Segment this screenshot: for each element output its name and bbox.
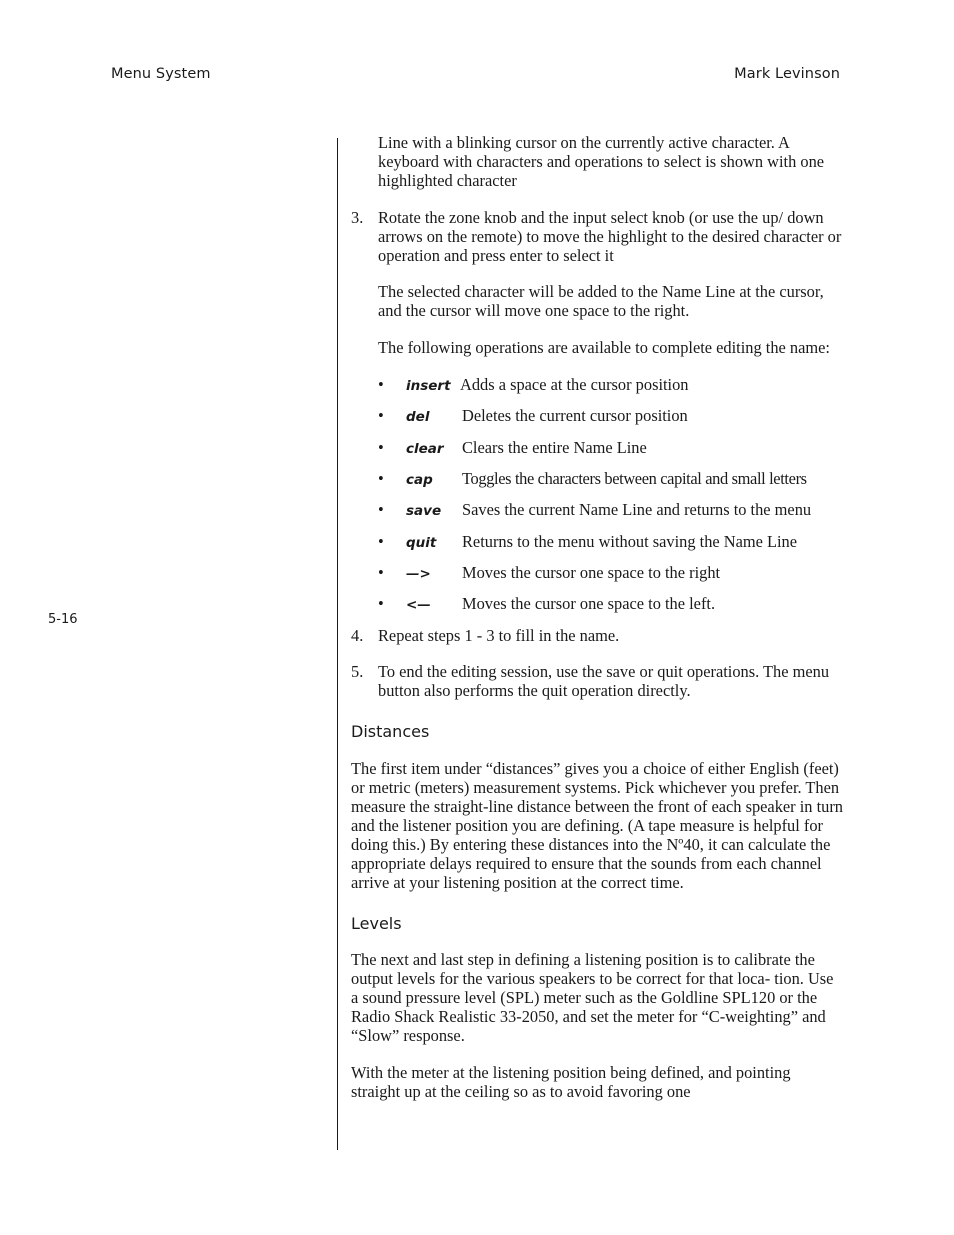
operation-key: clear <box>406 440 444 457</box>
step-3 <box>351 209 843 358</box>
step-3-number: 3. <box>351 207 364 227</box>
operation-description: Saves the current Name Line and returns to the menu <box>462 500 812 520</box>
page-number: 5-16 <box>48 612 78 627</box>
main-content <box>351 134 843 1102</box>
bullet-icon: • <box>378 375 384 395</box>
operation-key: —> <box>406 565 431 582</box>
operation-description: Moves the cursor one space to the left. <box>462 594 716 614</box>
bullet-icon: • <box>378 469 384 489</box>
bullet-icon: • <box>378 500 384 520</box>
intro-continued-paragraph: Line with a blinking cursor on the currently active character. A keyboard with characters and operations to select is shown with one highlighted character <box>378 133 825 190</box>
operation-item-save <box>378 501 843 532</box>
bullet-icon: • <box>378 562 384 582</box>
operation-description: Deletes the current cursor position <box>462 406 688 426</box>
levels-paragraph-2: With the meter at the listening position being defined, and pointing straight up at the ceiling so as to avoid favoring one <box>351 1062 791 1101</box>
operation-key: quit <box>406 534 437 551</box>
bullet-icon: • <box>378 406 384 426</box>
running-header-section: Menu System <box>111 66 211 82</box>
operation-description: Returns to the menu without saving the Name Line <box>462 531 798 551</box>
operation-item-insert <box>378 376 843 407</box>
operation-item-clear <box>378 439 843 470</box>
operation-item-left-arrow <box>378 595 843 626</box>
operation-description: Toggles the characters between capital and small letters <box>462 469 807 489</box>
bullet-icon: • <box>378 437 384 457</box>
step-3-paragraph-1: The selected character will be added to the Name Line at the cursor, and the cursor will move one space to the right. <box>378 282 824 321</box>
margin-rule <box>337 138 338 1150</box>
operation-key: save <box>406 503 442 520</box>
operation-item-quit <box>378 533 843 564</box>
step-5 <box>351 663 843 701</box>
step-3-paragraph-2: The following operations are available to complete editing the name: <box>378 338 830 358</box>
step-5-number: 5. <box>351 662 364 682</box>
operation-key: del <box>406 409 430 426</box>
operation-key: <— <box>406 597 431 614</box>
operations-list <box>351 376 843 626</box>
step-4-text: Repeat steps 1 - 3 to fill in the name. <box>378 625 620 645</box>
operation-description: Adds a space at the cursor position <box>460 375 689 395</box>
levels-paragraph-1: The next and last step in defining a listening position is to calibrate the output levels for the various speakers to be correct for that loca- tion. Use a sound pressure level (SPL) meter such as the Goldline SPL120 or the Radio Shack Realistic 33-2050, and set the meter for “C-weighting” and “Slow” response. <box>351 950 834 1046</box>
operation-description: Moves the cursor one space to the right <box>462 562 721 582</box>
operation-item-cap <box>378 470 843 501</box>
bullet-icon: • <box>378 594 384 614</box>
running-header-brand: Mark Levinson <box>734 66 840 82</box>
distances-paragraph: The first item under “distances” gives you a choice of either English (feet) or metric (meters) measurement systems. Pick whichever you prefer. Then measure the straight-line distance between the front of each speaker in turn and the listener position you are defining. (A tape measure is helpful for doing this.) By entering these distances into the Nº40, it can calculate the appropriate delays required to ensure that the sounds from each channel arrive at your listening position at the correct time. <box>351 759 843 892</box>
operation-item-del <box>378 407 843 438</box>
section-heading-levels: Levels <box>351 913 402 933</box>
step-4 <box>351 627 843 646</box>
operation-item-right-arrow <box>378 564 843 595</box>
bullet-icon: • <box>378 531 384 551</box>
operation-key: insert <box>406 378 451 395</box>
step-4-number: 4. <box>351 625 364 645</box>
step-3-text: Rotate the zone knob and the input select knob (or use the up/ down arrows on the remote) to move the highlight to the desired character or operation and press enter to select it <box>378 207 842 265</box>
step-5-text: To end the editing session, use the save or quit operations. The menu button also performs the quit operation directly. <box>378 662 830 701</box>
section-heading-distances: Distances <box>351 722 430 742</box>
operation-key: cap <box>406 472 433 489</box>
operation-description: Clears the entire Name Line <box>462 437 647 457</box>
